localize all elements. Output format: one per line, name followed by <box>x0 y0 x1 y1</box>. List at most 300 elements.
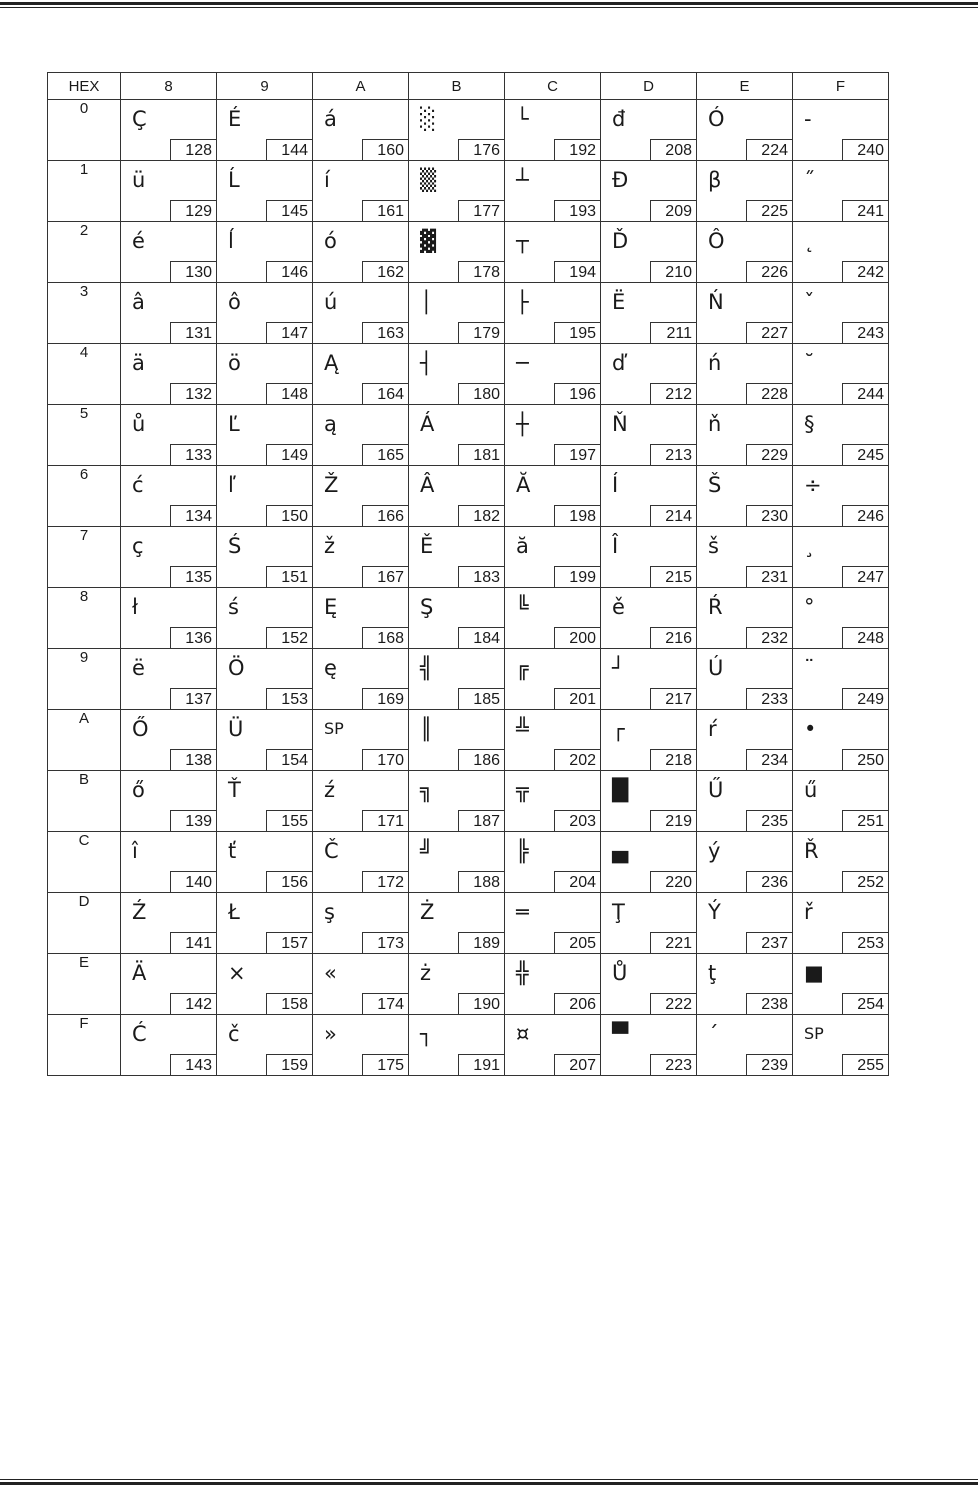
character-glyph: Č <box>324 839 339 863</box>
row-hex-label: B <box>48 771 121 832</box>
character-glyph: ą <box>324 412 337 436</box>
character-cell <box>505 954 601 1015</box>
character-glyph: ó <box>324 229 337 253</box>
character-glyph: ´ <box>708 1022 719 1046</box>
character-cell <box>121 832 217 893</box>
character-cell <box>217 466 313 527</box>
decimal-code: 216 <box>650 627 697 649</box>
character-cell <box>217 954 313 1015</box>
character-cell <box>697 1015 793 1076</box>
decimal-code: 236 <box>746 871 793 893</box>
character-cell <box>793 527 889 588</box>
table-row <box>48 466 889 527</box>
character-glyph: ═ <box>516 900 529 924</box>
character-cell <box>505 771 601 832</box>
decimal-code: 209 <box>650 200 697 222</box>
character-cell <box>601 222 697 283</box>
character-cell <box>313 527 409 588</box>
table-row <box>48 527 889 588</box>
character-glyph: ╣ <box>420 656 433 680</box>
character-cell <box>121 344 217 405</box>
character-glyph: ╝ <box>420 839 433 863</box>
character-glyph: β <box>708 168 722 192</box>
table-row <box>48 1015 889 1076</box>
character-cell <box>217 710 313 771</box>
character-glyph: Ę <box>324 595 338 619</box>
character-glyph: ▄ <box>612 839 629 863</box>
character-glyph: ╚ <box>516 595 529 619</box>
decimal-code: 177 <box>458 200 505 222</box>
character-cell <box>121 222 217 283</box>
character-glyph: ╗ <box>420 778 433 802</box>
character-cell <box>313 1015 409 1076</box>
column-header: 9 <box>217 73 313 100</box>
row-hex-label: 4 <box>48 344 121 405</box>
character-cell <box>121 161 217 222</box>
character-cell <box>409 893 505 954</box>
decimal-code: 229 <box>746 444 793 466</box>
decimal-code: 246 <box>842 505 889 527</box>
character-cell <box>217 283 313 344</box>
character-glyph: Ô <box>708 229 725 253</box>
character-cell <box>217 222 313 283</box>
decimal-code: 153 <box>266 688 313 710</box>
character-glyph: - <box>804 107 812 131</box>
character-glyph: Ö <box>228 656 245 680</box>
character-glyph: Í <box>612 473 619 497</box>
decimal-code: 204 <box>554 871 601 893</box>
decimal-code: 133 <box>170 444 217 466</box>
decimal-code: 215 <box>650 566 697 588</box>
character-glyph: ├ <box>516 290 529 314</box>
row-hex-label: A <box>48 710 121 771</box>
character-cell <box>697 161 793 222</box>
decimal-code: 221 <box>650 932 697 954</box>
character-glyph: ÷ <box>804 473 822 497</box>
character-cell <box>697 222 793 283</box>
character-cell <box>313 832 409 893</box>
character-cell <box>313 405 409 466</box>
character-cell <box>505 527 601 588</box>
character-cell <box>409 527 505 588</box>
character-cell <box>697 771 793 832</box>
decimal-code: 136 <box>170 627 217 649</box>
column-header: C <box>505 73 601 100</box>
decimal-code: 186 <box>458 749 505 771</box>
character-cell <box>697 649 793 710</box>
table-row <box>48 649 889 710</box>
character-glyph: │ <box>420 290 433 314</box>
character-glyph: ť <box>228 839 237 863</box>
decimal-code: 214 <box>650 505 697 527</box>
character-cell <box>793 954 889 1015</box>
character-glyph: ŕ <box>708 717 717 741</box>
character-cell <box>313 649 409 710</box>
character-cell <box>217 832 313 893</box>
character-cell <box>409 710 505 771</box>
character-cell <box>313 893 409 954</box>
row-hex-label: 7 <box>48 527 121 588</box>
character-cell <box>601 344 697 405</box>
character-glyph: Ý <box>708 900 721 924</box>
character-cell <box>793 222 889 283</box>
character-cell <box>217 893 313 954</box>
footer-rule-thin <box>0 1479 978 1480</box>
character-cell <box>697 283 793 344</box>
character-cell <box>793 832 889 893</box>
table-header <box>48 73 889 100</box>
character-cell <box>217 588 313 649</box>
decimal-code: 169 <box>362 688 409 710</box>
character-cell <box>601 1015 697 1076</box>
decimal-code: 161 <box>362 200 409 222</box>
character-cell <box>793 466 889 527</box>
character-glyph: ┘ <box>612 656 625 680</box>
character-cell <box>601 283 697 344</box>
decimal-code: 197 <box>554 444 601 466</box>
character-glyph: ┴ <box>516 168 529 192</box>
character-cell <box>313 100 409 161</box>
decimal-code: 139 <box>170 810 217 832</box>
character-cell <box>505 832 601 893</box>
character-cell <box>601 954 697 1015</box>
decimal-code: 167 <box>362 566 409 588</box>
decimal-code: 241 <box>842 200 889 222</box>
character-glyph: Ś <box>228 534 242 558</box>
table-row <box>48 161 889 222</box>
character-cell <box>217 1015 313 1076</box>
character-glyph: ľ <box>228 473 236 497</box>
character-glyph: ł <box>132 595 138 619</box>
character-cell <box>217 527 313 588</box>
decimal-code: 254 <box>842 993 889 1015</box>
character-glyph: ţ <box>708 961 717 985</box>
row-hex-label: 1 <box>48 161 121 222</box>
character-glyph: ř <box>804 900 813 924</box>
character-cell <box>601 771 697 832</box>
decimal-code: 251 <box>842 810 889 832</box>
character-glyph: █ <box>612 778 629 802</box>
decimal-code: 206 <box>554 993 601 1015</box>
character-glyph: ¨ <box>804 656 815 680</box>
character-cell <box>121 588 217 649</box>
character-glyph: Ž <box>324 473 339 497</box>
character-glyph: Ĺ <box>228 168 240 192</box>
table-body <box>48 100 889 1076</box>
character-cell <box>313 710 409 771</box>
character-glyph: ╬ <box>516 961 529 985</box>
character-glyph: ┤ <box>420 351 433 375</box>
character-glyph: ║ <box>420 717 433 741</box>
character-glyph: ¸ <box>804 534 815 558</box>
character-glyph: ┼ <box>516 412 529 436</box>
character-glyph: Ě <box>420 534 434 558</box>
table-row <box>48 100 889 161</box>
decimal-code: 227 <box>746 322 793 344</box>
decimal-code: 183 <box>458 566 505 588</box>
character-glyph: ń <box>708 351 722 375</box>
character-glyph: ă <box>516 534 529 558</box>
character-cell <box>313 283 409 344</box>
character-glyph: Ç <box>132 107 147 131</box>
character-glyph: SP <box>804 1024 824 1043</box>
decimal-code: 231 <box>746 566 793 588</box>
decimal-code: 238 <box>746 993 793 1015</box>
column-header: E <box>697 73 793 100</box>
character-glyph: Ř <box>804 839 819 863</box>
character-cell <box>601 710 697 771</box>
decimal-code: 137 <box>170 688 217 710</box>
hex-corner-header: HEX <box>48 73 121 100</box>
character-cell <box>793 405 889 466</box>
character-glyph: Ż <box>420 900 435 924</box>
character-cell <box>601 893 697 954</box>
decimal-code: 192 <box>554 139 601 161</box>
decimal-code: 205 <box>554 932 601 954</box>
decimal-code: 171 <box>362 810 409 832</box>
table-row <box>48 588 889 649</box>
character-cell <box>217 405 313 466</box>
decimal-code: 210 <box>650 261 697 283</box>
decimal-code: 207 <box>554 1054 601 1076</box>
decimal-code: 195 <box>554 322 601 344</box>
character-cell <box>697 466 793 527</box>
character-cell <box>313 222 409 283</box>
character-glyph: Á <box>420 412 435 436</box>
decimal-code: 223 <box>650 1054 697 1076</box>
character-glyph: Ć <box>132 1022 147 1046</box>
decimal-code: 147 <box>266 322 313 344</box>
character-glyph: └ <box>516 107 529 131</box>
column-header: 8 <box>121 73 217 100</box>
character-glyph: Ů <box>612 961 628 985</box>
character-glyph: ý <box>708 839 721 863</box>
decimal-code: 184 <box>458 627 505 649</box>
character-glyph: ╩ <box>516 717 529 741</box>
decimal-code: 203 <box>554 810 601 832</box>
decimal-code: 170 <box>362 749 409 771</box>
row-hex-label: 3 <box>48 283 121 344</box>
row-hex-label: 2 <box>48 222 121 283</box>
decimal-code: 247 <box>842 566 889 588</box>
decimal-code: 141 <box>170 932 217 954</box>
character-glyph: Ă <box>516 473 531 497</box>
character-glyph: š <box>708 534 719 558</box>
character-glyph: Ň <box>612 412 628 436</box>
table-row <box>48 771 889 832</box>
decimal-code: 198 <box>554 505 601 527</box>
character-cell <box>505 344 601 405</box>
character-glyph: ▓ <box>420 229 437 253</box>
character-glyph: í <box>324 168 330 192</box>
character-glyph: Ď <box>612 229 629 253</box>
character-glyph: ĺ <box>228 229 234 253</box>
decimal-code: 218 <box>650 749 697 771</box>
decimal-code: 234 <box>746 749 793 771</box>
character-glyph: ▀ <box>612 1022 629 1046</box>
character-cell <box>505 893 601 954</box>
decimal-code: 140 <box>170 871 217 893</box>
decimal-code: 130 <box>170 261 217 283</box>
character-cell <box>409 832 505 893</box>
decimal-code: 156 <box>266 871 313 893</box>
character-cell <box>505 710 601 771</box>
character-cell <box>217 100 313 161</box>
character-glyph: ů <box>132 412 146 436</box>
character-cell <box>697 405 793 466</box>
character-glyph: ■ <box>804 961 824 985</box>
decimal-code: 181 <box>458 444 505 466</box>
decimal-code: 242 <box>842 261 889 283</box>
character-glyph: » <box>324 1022 337 1046</box>
character-glyph: ň <box>708 412 722 436</box>
table-row <box>48 832 889 893</box>
character-cell <box>409 954 505 1015</box>
row-hex-label: 0 <box>48 100 121 161</box>
decimal-code: 208 <box>650 139 697 161</box>
character-glyph: Ţ <box>612 900 625 924</box>
character-glyph: Ą <box>324 351 339 375</box>
character-cell <box>121 527 217 588</box>
character-cell <box>313 954 409 1015</box>
decimal-code: 213 <box>650 444 697 466</box>
character-glyph: ─ <box>516 351 529 375</box>
decimal-code: 239 <box>746 1054 793 1076</box>
character-cell <box>793 1015 889 1076</box>
decimal-code: 243 <box>842 322 889 344</box>
character-cell <box>409 466 505 527</box>
character-glyph: Ë <box>612 290 626 314</box>
decimal-code: 245 <box>842 444 889 466</box>
character-cell <box>409 405 505 466</box>
character-cell <box>697 710 793 771</box>
character-cell <box>601 527 697 588</box>
character-glyph: î <box>132 839 138 863</box>
character-cell <box>697 100 793 161</box>
character-glyph: Ľ <box>228 412 240 436</box>
character-cell <box>793 344 889 405</box>
character-cell <box>217 771 313 832</box>
character-cell <box>217 161 313 222</box>
decimal-code: 151 <box>266 566 313 588</box>
character-glyph: ú <box>324 290 338 314</box>
decimal-code: 224 <box>746 139 793 161</box>
decimal-code: 174 <box>362 993 409 1015</box>
character-glyph: Ü <box>228 717 244 741</box>
decimal-code: 164 <box>362 383 409 405</box>
character-glyph: Đ <box>612 168 629 192</box>
decimal-code: 194 <box>554 261 601 283</box>
decimal-code: 237 <box>746 932 793 954</box>
decimal-code: 146 <box>266 261 313 283</box>
character-cell <box>505 466 601 527</box>
character-cell <box>217 649 313 710</box>
decimal-code: 150 <box>266 505 313 527</box>
character-cell <box>121 1015 217 1076</box>
character-glyph: ű <box>804 778 818 802</box>
decimal-code: 142 <box>170 993 217 1015</box>
character-glyph: ┌ <box>612 717 625 741</box>
decimal-code: 173 <box>362 932 409 954</box>
decimal-code: 250 <box>842 749 889 771</box>
decimal-code: 211 <box>650 322 697 344</box>
decimal-code: 220 <box>650 871 697 893</box>
character-cell <box>697 832 793 893</box>
decimal-code: 144 <box>266 139 313 161</box>
character-cell <box>601 100 697 161</box>
character-glyph: ô <box>228 290 241 314</box>
decimal-code: 131 <box>170 322 217 344</box>
character-glyph: • <box>804 717 817 741</box>
character-glyph: ü <box>132 168 146 192</box>
decimal-code: 249 <box>842 688 889 710</box>
decimal-code: 202 <box>554 749 601 771</box>
decimal-code: 185 <box>458 688 505 710</box>
character-cell <box>793 893 889 954</box>
decimal-code: 232 <box>746 627 793 649</box>
character-cell <box>313 161 409 222</box>
character-cell <box>313 771 409 832</box>
character-cell <box>409 1015 505 1076</box>
column-header: F <box>793 73 889 100</box>
decimal-code: 148 <box>266 383 313 405</box>
character-glyph: ć <box>132 473 144 497</box>
character-cell <box>409 649 505 710</box>
character-glyph: Ť <box>228 778 241 802</box>
character-glyph: ┐ <box>420 1022 433 1046</box>
character-glyph: ▒ <box>420 168 437 192</box>
decimal-code: 138 <box>170 749 217 771</box>
decimal-code: 226 <box>746 261 793 283</box>
decimal-code: 188 <box>458 871 505 893</box>
character-glyph: Ŕ <box>708 595 723 619</box>
character-glyph: Ő <box>132 717 149 741</box>
character-cell <box>793 710 889 771</box>
table-row <box>48 222 889 283</box>
row-hex-label: 6 <box>48 466 121 527</box>
character-glyph: ╔ <box>516 656 529 680</box>
decimal-code: 187 <box>458 810 505 832</box>
decimal-code: 201 <box>554 688 601 710</box>
character-cell <box>121 649 217 710</box>
decimal-code: 129 <box>170 200 217 222</box>
decimal-code: 196 <box>554 383 601 405</box>
character-glyph: ź <box>324 778 336 802</box>
character-cell <box>601 649 697 710</box>
decimal-code: 225 <box>746 200 793 222</box>
character-cell <box>121 710 217 771</box>
character-cell <box>121 771 217 832</box>
decimal-code: 253 <box>842 932 889 954</box>
decimal-code: 162 <box>362 261 409 283</box>
decimal-code: 252 <box>842 871 889 893</box>
character-glyph: ˝ <box>804 168 815 192</box>
character-glyph: Ź <box>132 900 147 924</box>
character-cell <box>505 588 601 649</box>
character-cell <box>793 771 889 832</box>
character-cell <box>409 161 505 222</box>
character-glyph: Ä <box>132 961 147 985</box>
character-glyph: ç <box>132 534 144 558</box>
character-cell <box>121 100 217 161</box>
character-cell <box>601 405 697 466</box>
footer-rule-thick <box>0 1482 978 1485</box>
character-cell <box>601 832 697 893</box>
character-glyph: ď <box>612 351 626 375</box>
row-hex-label: E <box>48 954 121 1015</box>
row-hex-label: C <box>48 832 121 893</box>
column-header: D <box>601 73 697 100</box>
